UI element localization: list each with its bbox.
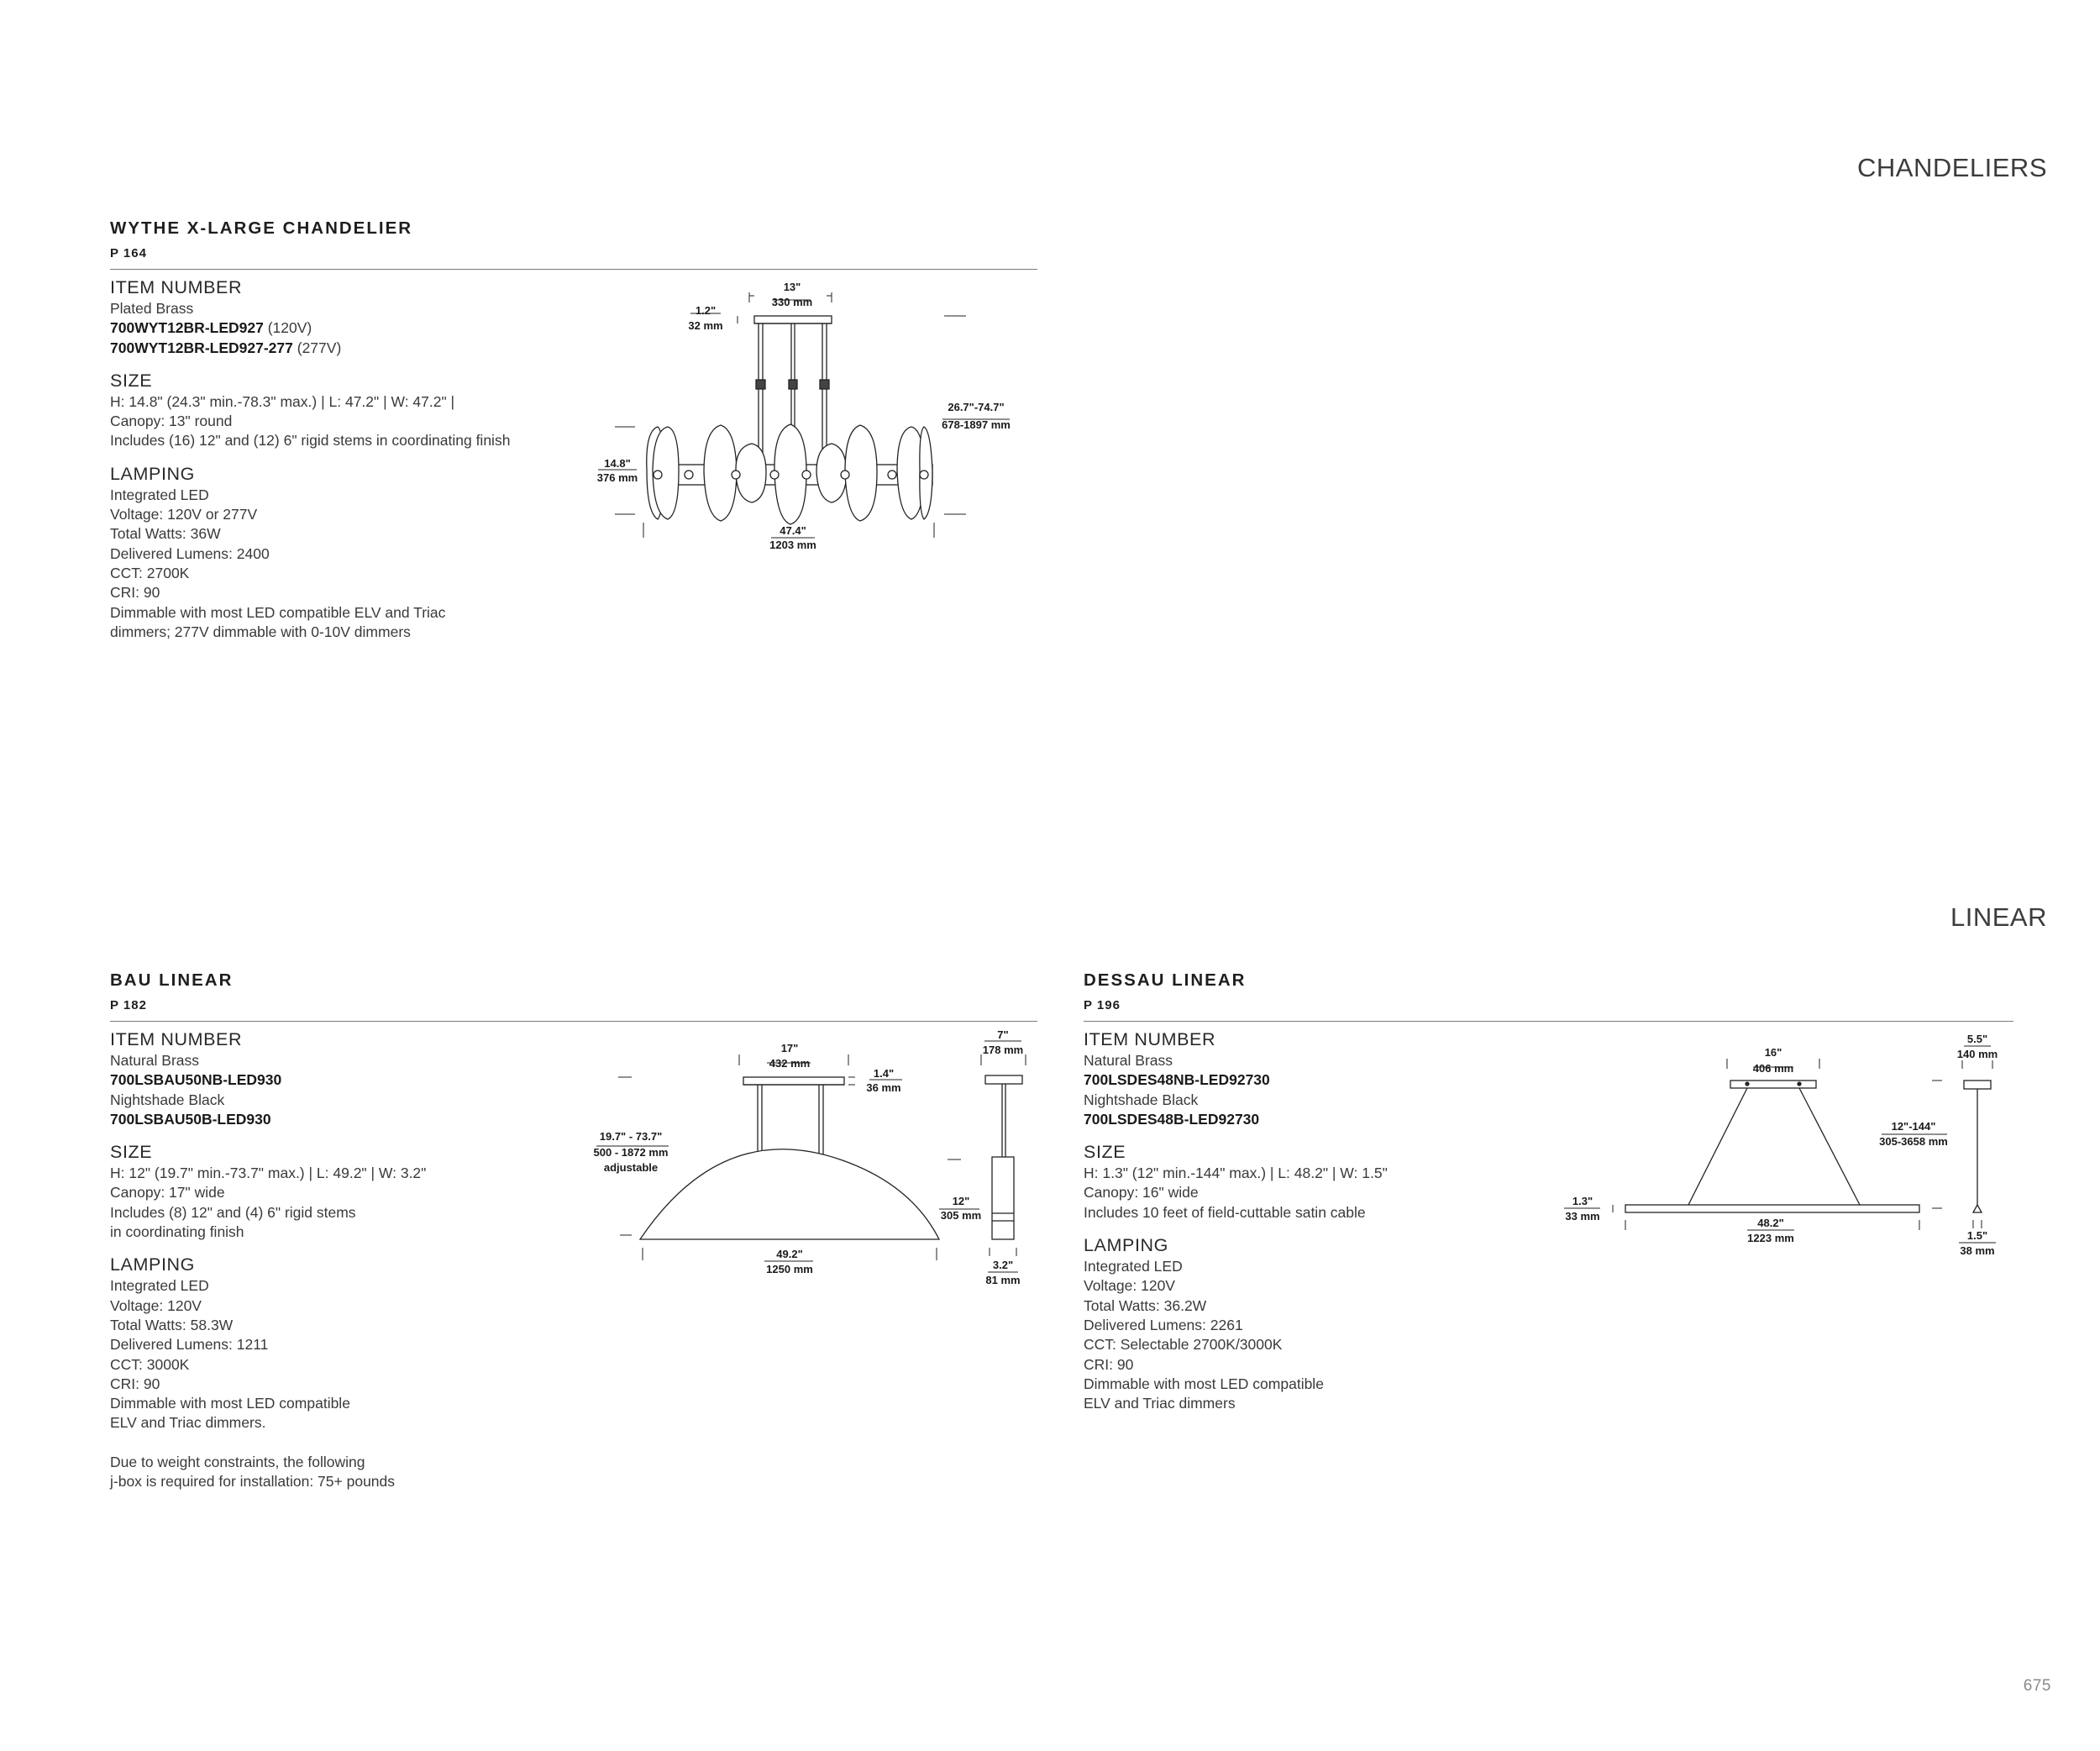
lamping-heading: LAMPING [110, 463, 195, 484]
dim-canopy-mm: 432 mm [769, 1057, 811, 1070]
lamping-line: Delivered Lumens: 1211 [110, 1336, 269, 1354]
dessau-dimension-drawing [1554, 1025, 2008, 1269]
finish-label: Nightshade Black [1084, 1091, 1199, 1108]
size-line: Canopy: 17" wide [110, 1184, 225, 1202]
lamping-line: CCT: 3000K [110, 1355, 190, 1373]
dim-side-canopy-mm: 178 mm [982, 1044, 1024, 1056]
dim-height-mm: 376 mm [596, 471, 638, 484]
spacer [110, 1129, 426, 1141]
item-code: 700LSDES48NB-LED92730 [1084, 1071, 1270, 1089]
size-line: Includes (16) 12" and (12) 6" rigid stems in coordinating finish [110, 432, 511, 450]
size-line: H: 14.8" (24.3" min.-78.3" max.) | L: 47.2" | W: 47.2" | [110, 392, 455, 410]
item-code: 700LSBAU50NB-LED930 [110, 1071, 282, 1089]
lamping-line: Total Watts: 36.2W [1084, 1296, 1207, 1314]
size-line: Canopy: 16" wide [1084, 1184, 1199, 1202]
dim-shade-h-mm: 305 mm [940, 1209, 982, 1222]
dim-canopy-in: 13" [783, 281, 801, 293]
dim-width-mm: 38 mm [1960, 1244, 1995, 1257]
spacer [110, 358, 510, 370]
lamping-line: ELV and Triac dimmers [1084, 1395, 1236, 1412]
product-page-ref: P 182 [110, 998, 147, 1012]
dim-width-in: 47.4" [780, 524, 806, 537]
dim-width-in: 1.5" [1966, 1229, 1988, 1242]
lamping-line: Dimmable with most LED compatible ELV and Triac [110, 603, 446, 621]
note-line: j-box is required for installation: 75+ pounds [110, 1473, 396, 1491]
dim-length-mm: 1223 mm [1747, 1232, 1794, 1244]
lamping-line: Delivered Lumens: 2261 [1084, 1316, 1243, 1333]
dim-side-canopy-in: 7" [997, 1028, 1009, 1041]
lamping-line: Integrated LED [1084, 1258, 1183, 1275]
lamping-line: Voltage: 120V or 277V [110, 506, 258, 523]
dim-canopy-h-in: 1.4" [873, 1067, 895, 1080]
lamping-line: CCT: Selectable 2700K/3000K [1084, 1336, 1283, 1354]
dim-canopy-mm: 406 mm [1752, 1062, 1794, 1075]
item-code-row [110, 339, 510, 358]
dim-canopy-in: 16" [1764, 1046, 1782, 1059]
lamping-line: Integrated LED [110, 1277, 209, 1295]
spacer [110, 1433, 426, 1453]
dim-side-canopy-mm: 140 mm [1956, 1048, 1998, 1060]
page-number: 675 [2023, 1677, 2051, 1695]
lamping-heading: LAMPING [110, 1254, 195, 1275]
size-line: in coordinating finish [110, 1223, 244, 1241]
dim-depth-mm: 81 mm [985, 1274, 1021, 1286]
dim-canopy-h-in: 1.2" [695, 304, 717, 317]
lamping-line: dimmers; 277V dimmable with 0-10V dimmers [110, 623, 411, 640]
dim-width-mm: 1203 mm [769, 539, 816, 551]
item-code: 700LSDES48B-LED92730 [1084, 1110, 1260, 1128]
product-header-wythe [110, 218, 1037, 270]
dim-overall-in: 26.7"-74.7" [948, 401, 1005, 413]
dim-length-mm: 1250 mm [766, 1263, 813, 1275]
item-code-row [110, 318, 510, 338]
lamping-line: Delivered Lumens: 2400 [110, 544, 270, 562]
dim-canopy-h-mm: 36 mm [866, 1081, 901, 1094]
finish-label: Plated Brass [110, 300, 194, 317]
product-header-bau [110, 970, 1037, 1022]
item-number-heading: ITEM NUMBER [1084, 1029, 1216, 1049]
lamping-line: CCT: 2700K [110, 564, 190, 581]
divider [110, 269, 1037, 270]
product-title: DESSAU LINEAR [1084, 970, 1247, 990]
lamping-line: Voltage: 120V [110, 1296, 202, 1314]
dim-shade-h-in: 12" [952, 1195, 970, 1207]
dim-overall-in: 19.7" - 73.7" [599, 1130, 663, 1143]
lamping-line: Integrated LED [110, 486, 209, 503]
lamping-line: Total Watts: 58.3W [110, 1316, 234, 1333]
size-heading: SIZE [1084, 1142, 1126, 1163]
spacer [1084, 1223, 1388, 1234]
specs-wythe [110, 276, 510, 642]
dim-canopy-mm: 330 mm [771, 296, 813, 308]
divider [110, 1021, 1037, 1022]
spacer [110, 451, 510, 463]
product-title: WYTHE X-LARGE CHANDELIER [110, 218, 413, 238]
spacer [110, 1242, 426, 1254]
size-heading: SIZE [110, 1142, 153, 1163]
dim-bar-h-mm: 33 mm [1565, 1210, 1600, 1223]
wythe-dimension-drawing [588, 277, 1025, 555]
item-code: 700WYT12BR-LED927 [110, 319, 264, 337]
dim-length-in: 48.2" [1757, 1217, 1784, 1229]
dim-overall-mm: 500 - 1872 mm [593, 1146, 669, 1159]
dim-overall-in: 12"-144" [1891, 1120, 1936, 1133]
size-line: Includes 10 feet of field-cuttable satin cable [1084, 1203, 1366, 1221]
item-number-heading: ITEM NUMBER [110, 277, 243, 297]
bau-dimension-drawing [588, 1025, 1042, 1294]
lamping-line: Voltage: 120V [1084, 1277, 1175, 1295]
lamping-line: Dimmable with most LED compatible [1084, 1375, 1324, 1392]
specs-dessau [1084, 1028, 1388, 1413]
lamping-line: Total Watts: 36W [110, 525, 221, 543]
voltage-suffix: (120V) [267, 319, 312, 337]
dim-overall-mm: 305-3658 mm [1879, 1135, 1948, 1148]
specs-bau [110, 1028, 426, 1491]
lamping-line: CRI: 90 [110, 1375, 160, 1392]
dim-bar-h-in: 1.3" [1572, 1195, 1593, 1207]
dim-canopy-in: 17" [780, 1042, 799, 1054]
lamping-line: ELV and Triac dimmers. [110, 1414, 266, 1432]
spacer [1084, 1129, 1388, 1141]
dim-canopy-h-mm: 32 mm [688, 319, 723, 332]
finish-label: Natural Brass [1084, 1052, 1173, 1069]
category-chandeliers: CHANDELIERS [1857, 153, 2047, 182]
divider [1084, 1021, 2013, 1022]
item-code: 700WYT12BR-LED927-277 [110, 339, 293, 356]
size-line: Includes (8) 12" and (4) 6" rigid stems [110, 1203, 356, 1221]
dim-overall-mm: 678-1897 mm [942, 418, 1011, 431]
dim-overall-note: adjustable [603, 1161, 659, 1174]
dim-depth-in: 3.2" [992, 1259, 1014, 1271]
size-line: H: 12" (19.7" min.-73.7" max.) | L: 49.2" | W: 3.2" [110, 1165, 427, 1182]
lamping-heading: LAMPING [1084, 1235, 1168, 1256]
item-code: 700LSBAU50B-LED930 [110, 1110, 271, 1128]
lamping-line: CRI: 90 [1084, 1355, 1134, 1373]
dim-height-in: 14.8" [604, 457, 631, 470]
dim-length-in: 49.2" [776, 1248, 803, 1260]
product-page-ref: P 164 [110, 246, 147, 260]
product-page-ref: P 196 [1084, 998, 1121, 1012]
product-title: BAU LINEAR [110, 970, 234, 990]
size-heading: SIZE [110, 370, 153, 391]
dim-side-canopy-in: 5.5" [1966, 1033, 1988, 1045]
note-line: Due to weight constraints, the following [110, 1453, 365, 1470]
finish-label: Natural Brass [110, 1052, 200, 1069]
voltage-suffix: (277V) [297, 339, 342, 356]
lamping-line: CRI: 90 [110, 584, 160, 602]
category-linear: LINEAR [1950, 902, 2047, 932]
size-line: Canopy: 13" round [110, 413, 233, 430]
product-header-dessau [1084, 970, 2013, 1022]
size-line: H: 1.3" (12" min.-144" max.) | L: 48.2" | W: 1.5" [1084, 1165, 1388, 1182]
finish-label: Nightshade Black [110, 1091, 225, 1108]
item-number-heading: ITEM NUMBER [110, 1029, 243, 1049]
lamping-line: Dimmable with most LED compatible [110, 1395, 350, 1412]
